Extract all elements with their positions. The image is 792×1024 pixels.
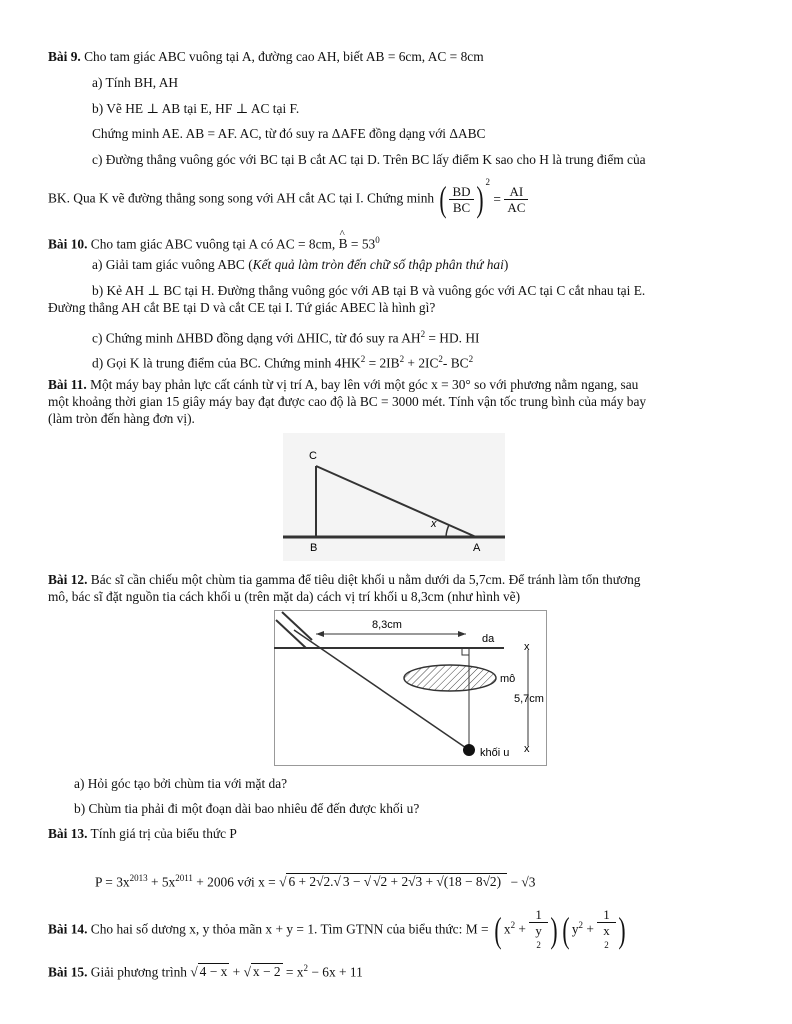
- b10-d-m3: - BC: [442, 355, 469, 371]
- frac1-num: BD: [449, 184, 473, 200]
- b10-d-s3: 2: [438, 354, 443, 364]
- b13-header: [48, 826, 237, 842]
- b10-c-end: = HD. HI: [425, 330, 480, 346]
- b14-rp2: ): [618, 910, 626, 951]
- b10-c-sup: 2: [420, 329, 426, 339]
- b14-m: M =: [465, 921, 489, 937]
- b11-l3: (làm tròn đến hàng đơn vị).: [48, 411, 195, 426]
- left-paren: (: [439, 179, 448, 220]
- b11-label-b: B: [310, 542, 318, 554]
- b10-d-m2: + 2IC: [404, 355, 439, 371]
- b9-c2: BK. Qua K vẽ đường thẳng song song với AH cắt AC tại I. Chứng minh: [48, 190, 435, 206]
- frac2-num: AI: [504, 184, 528, 200]
- b13-title: Bài 13.: [48, 826, 88, 841]
- b15-plus: +: [229, 964, 244, 980]
- b12-dist-label: 8,3cm: [372, 619, 402, 631]
- b10-deg: 0: [375, 235, 380, 245]
- b12-da-label: da: [482, 633, 495, 645]
- b15-text: Giải phương trình: [90, 964, 187, 980]
- b13-rad3: √2 + 2√3 + √(18 − 8√2): [373, 874, 502, 890]
- b12-depth-label: 5,7cm: [514, 693, 544, 705]
- b12-figure: [274, 610, 547, 766]
- b12-khoiu-label: khối u: [480, 747, 510, 759]
- b12-mo-label: mô: [500, 673, 516, 685]
- b12-tissue: [404, 665, 496, 691]
- b14-lp1: (: [494, 910, 502, 951]
- b14-plus2: +: [583, 921, 598, 937]
- b12-a: a) Hỏi góc tạo bởi chùm tia với mặt da?: [74, 776, 288, 791]
- b15-rad-a: 4 − x: [199, 964, 228, 980]
- b14-f2-sq: 2: [604, 940, 609, 951]
- b14-title: Bài 14.: [48, 921, 88, 937]
- b14-frac2: [597, 907, 616, 953]
- b12-l1: [48, 572, 640, 588]
- b11-label-a: A: [473, 542, 481, 554]
- b10-d-s1: 2: [360, 354, 366, 364]
- b12-l1-text: Bác sĩ cần chiếu một chùm tia gamma để tiêu diệt khối u nằm dưới da 5,7cm. Để tránh làm tổn thương: [90, 572, 641, 587]
- b14-f1-y: y: [535, 923, 542, 939]
- b10-header: [48, 232, 380, 252]
- b10-c-text: c) Chứng minh ΔHBD đồng dạng với ΔHIC, từ đó suy ra AH: [92, 330, 421, 346]
- b10-d-m1: = 2IB: [365, 355, 400, 371]
- b11-label-x: x: [431, 518, 437, 530]
- b13-p: P = 3x: [95, 874, 130, 890]
- b12-l2: mô, bác sĩ đặt nguồn tia cách khối u (trên mặt da) cách vị trí khối u 8,3cm (như hình vẽ): [48, 589, 521, 604]
- b10-a2: ): [503, 257, 509, 272]
- b10-b2: Đường thẳng AH cắt BE tại D và cắt CE tại I. Tứ giác ABEC là hình gì?: [48, 300, 436, 315]
- b12-x-bottom: x: [524, 743, 530, 755]
- b10-d-s4: 2: [468, 354, 474, 364]
- b10-d-s2: 2: [399, 354, 405, 364]
- b15-rhs: = x: [282, 964, 304, 980]
- b9-frac1: [449, 184, 473, 215]
- b15-title: Bài 15.: [48, 964, 88, 980]
- b9-b: b) Vẽ HE ⊥ AB tại E, HF ⊥ AC tại F.: [92, 101, 300, 116]
- b9-b2: Chứng minh AE. AB = AF. AC, từ đó suy ra ΔAFE đồng dạng với ΔABC: [92, 126, 486, 141]
- b13-rad1: 6 + 2√2.: [288, 874, 334, 890]
- b10-angle: ^ B: [339, 236, 348, 252]
- b11-l1: [48, 377, 638, 393]
- b14-f1-den: [529, 923, 548, 953]
- b11-l2: một khoảng thời gian 15 giây máy bay đạt được cao độ là BC = 3000 mét. Tính vận tốc trung bình của máy bay: [48, 394, 647, 409]
- b14-y: y: [571, 921, 579, 937]
- b9-frac2: [504, 184, 528, 215]
- b9-c2-line: [48, 176, 528, 220]
- b13-radical: √ 6 + 2√2.√ 3 − √ √2 + 2√3 + √(18 − 8√2): [279, 873, 507, 889]
- b14-lp2: (: [562, 910, 570, 951]
- b13-tail: − √3: [507, 874, 536, 890]
- b14-f1-sq: 2: [536, 940, 541, 951]
- b14-f2-den: [597, 923, 616, 953]
- b13-e2: 2011: [175, 873, 193, 883]
- b14-text: Cho hai số dương x, y thỏa mãn x + y = 1. Tìm GTNN của biểu thức:: [90, 921, 463, 937]
- b11-title: Bài 11.: [48, 377, 87, 392]
- b10-a: [92, 257, 508, 273]
- b14-f2-num: 1: [597, 907, 616, 923]
- b9-c: c) Đường thẳng vuông góc với BC tại B cắt AC tại D. Trên BC lấy điểm K sao cho H là trung điểm của: [92, 152, 646, 167]
- b9-text: Cho tam giác ABC vuông tại A, đường cao AH, biết AB = 6cm, AC = 8cm: [84, 49, 484, 64]
- b15-sup: 2: [303, 963, 309, 973]
- b10-a-italic: Kết quả làm tròn đến chữ số thập phân thứ hai: [252, 257, 504, 272]
- b10-d: [92, 351, 473, 371]
- b12-b: b) Chùm tia phải đi một đoạn dài bao nhiêu để đến được khối u?: [74, 801, 420, 816]
- b10-d-text: d) Gọi K là trung điểm của BC. Chứng minh 4HK: [92, 355, 361, 371]
- b15-line: Bài 15. Giải phương trình √ 4 − x + √ $x - 2 = x^2 - 6x + 11$: [48, 963, 363, 980]
- eq-sign: =: [493, 191, 501, 207]
- b15-rad-b: x − 2: [252, 964, 281, 980]
- b10-text: Cho tam giác ABC vuông tại A có AC = 8cm,: [90, 236, 336, 252]
- b13-text: Tính giá trị của biểu thức P: [90, 826, 237, 841]
- b14-f2-x: x: [603, 923, 610, 939]
- b10-b: b) Kẻ AH ⊥ BC tại H. Đường thẳng vuông góc với AB tại B và vuông góc với AC tại C cắt nhau tại E.: [92, 283, 646, 298]
- b13-formula: [95, 870, 535, 890]
- b14-plus1: +: [515, 921, 530, 937]
- b13-e1: 2013: [129, 873, 148, 883]
- b14-sq1: 2: [510, 920, 516, 930]
- b13-p2: + 5x: [147, 874, 176, 890]
- b9-header: [48, 49, 484, 65]
- frac2-den: AC: [507, 199, 526, 215]
- b10-title: Bài 10.: [48, 236, 88, 252]
- b10-c: [92, 326, 479, 346]
- b9-a: a) Tính BH, AH: [92, 75, 179, 90]
- b12-x-top: x: [524, 641, 530, 653]
- b13-rad2: 3 −: [342, 874, 364, 890]
- b11-figure: [283, 433, 505, 561]
- frac1-den: BC: [452, 199, 471, 215]
- b13-p3: + 2006 với x =: [192, 874, 276, 890]
- b10-angle-val: = 53: [347, 236, 376, 252]
- b9-exp: 2: [485, 177, 491, 187]
- b11-label-c: C: [309, 450, 317, 462]
- right-paren: ): [475, 179, 484, 220]
- b14-sq2: 2: [578, 920, 584, 930]
- b15-end: − 6x + 11: [308, 964, 363, 980]
- b12-title: Bài 12.: [48, 572, 88, 587]
- b10-a1: a) Giải tam giác vuông ABC (: [92, 257, 253, 272]
- b14-frac1: [529, 907, 548, 953]
- b9-title: Bài 9.: [48, 49, 81, 64]
- b14-line: [48, 907, 628, 953]
- b11-l1-text: Một máy bay phản lực cất cánh từ vị trí A, bay lên với một góc x = 30° so với phương nằm ngang, sau: [90, 377, 639, 392]
- b12-tumor: [463, 744, 475, 756]
- b14-x: x: [503, 921, 511, 937]
- b14-rp1: ): [550, 910, 558, 951]
- b14-f1-num: 1: [529, 907, 548, 923]
